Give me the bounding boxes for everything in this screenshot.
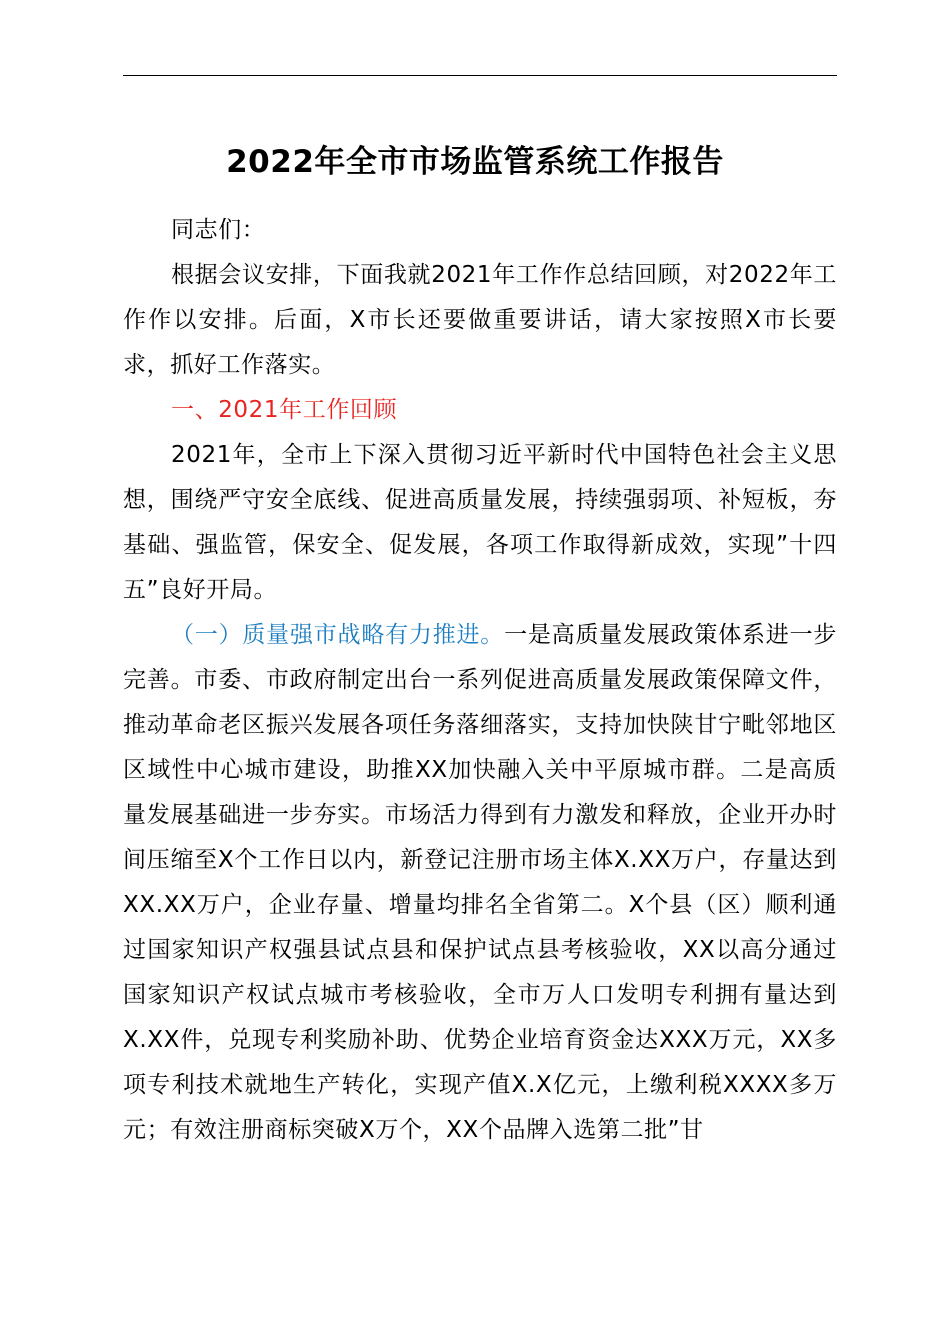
section-summary-paragraph: 2021年，全市上下深入贯彻习近平新时代中国特色社会主义思想，围绕严守安全底线、促进高质量发展，持续强弱项、补短板，夯基础、强监管，保安全、促发展，各项工作取得新成效，实现”十四五”良好开局。: [123, 442, 837, 603]
subsection-paragraph: [123, 613, 837, 1153]
header-rule: [123, 75, 837, 76]
document-title: 2022年全市市场监管系统工作报告: [226, 144, 724, 180]
subsection-1-text: 一是高质量发展政策体系进一步完善。市委、市政府制定出台一系列促进高质量发展政策保障文件，推动革命老区振兴发展各项任务落细落实，支持加快陕甘宁毗邻地区区域性中心城市建设，助推XX加快融入关中平原城市群。二是高质量发展基础进一步夯实。市场活力得到有力激发和释放，企业开办时间压缩至X个工作日以内，新登记注册市场主体X.XX万户，存量达到XX.XX万户，企业存量、增量均排名全省第二。X个县（区）顺利通过国家知识产权强县试点县和保护试点县考核验收，XX以高分通过国家知识产权试点城市考核验收，全市万人口发明专利拥有量达到X.XX件，兑现专利奖励补助、优势企业培育资金达XXX万元，XX多项专利技术就地生产转化，实现产值X.X亿元，上缴利税XXXX多万元；有效注册商标突破X万个，XX个品牌入选第二批”甘: [123, 622, 837, 1143]
subsection-1-heading: （一）质量强市战略有力推进。: [171, 622, 505, 648]
section-1-heading: 一、2021年工作回顾: [171, 397, 398, 423]
salutation: 同志们：: [171, 217, 266, 243]
document-body: [123, 208, 837, 1153]
intro-paragraph: 根据会议安排，下面我就2021年工作作总结回顾，对2022年工作作以安排。后面，X市长还要做重要讲话，请大家按照X市长要求，抓好工作落实。: [123, 262, 837, 378]
section-heading: [123, 388, 837, 433]
